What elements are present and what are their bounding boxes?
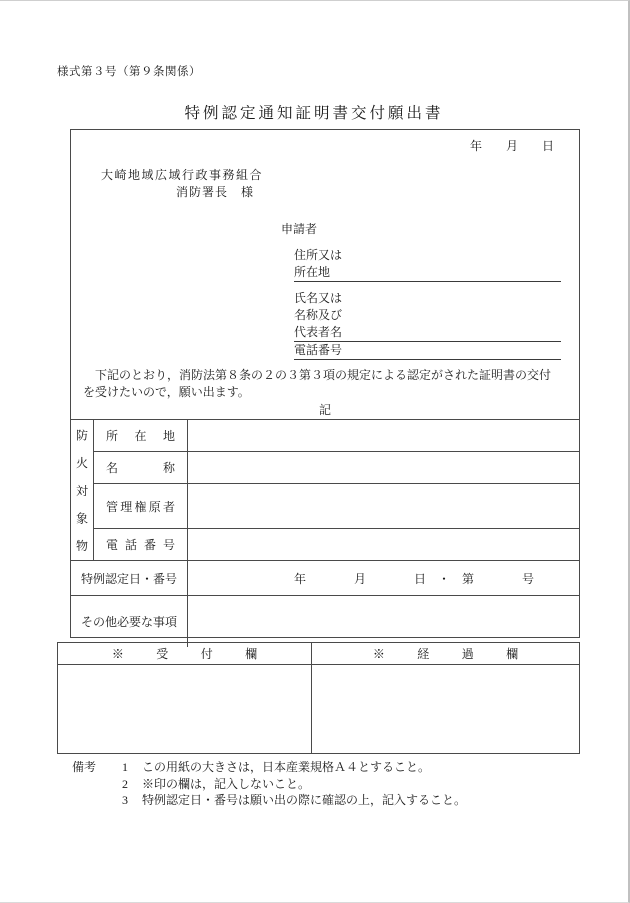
remark-number: 1	[122, 760, 128, 774]
row-label-management-authority: 管理権原者	[94, 484, 188, 529]
remarks-list	[122, 759, 466, 809]
form-number: 様式第３号（第９条関係）	[57, 66, 201, 78]
address-label-line1: 住所又は	[294, 248, 343, 262]
main-form-box	[70, 129, 580, 638]
body-paragraph-line2: を受けたいので，願い出ます。	[83, 385, 250, 399]
name-label-line2: 名称及び	[294, 308, 343, 322]
cert-date-number-label: 特例認定日・番号	[71, 561, 188, 596]
group-label-vertical: 防火対象物	[74, 428, 89, 567]
group-label-cell	[71, 420, 94, 567]
remark-text: 特例認定日・番号は願い出の際に確認の上，記入すること。	[142, 793, 467, 807]
applicant-label: 申請者	[281, 222, 318, 236]
addressee-organization: 大崎地域広域行政事務組合	[101, 168, 264, 182]
row-label-phone: 電話番号	[94, 529, 188, 561]
reception-column-header: ※ 受 付 欄	[58, 643, 312, 665]
row-value-phone	[188, 529, 579, 561]
page-title: 特例認定通知証明書交付願出書	[184, 105, 444, 122]
name-label-line1: 氏名又は	[294, 291, 343, 305]
remark-item	[122, 776, 466, 793]
row-value-management-authority	[188, 484, 579, 529]
remark-item	[122, 759, 466, 776]
reception-column-body	[58, 665, 312, 753]
remark-text: ※印の欄は，記入しないこと。	[142, 776, 311, 791]
form-upper-section	[71, 130, 579, 419]
remark-number: 3	[122, 793, 128, 807]
row-label-name: 名称	[94, 452, 188, 484]
progress-column-body	[312, 665, 579, 753]
remarks-label: 備考	[72, 760, 97, 774]
row-label-location: 所在地	[94, 420, 188, 452]
row-value-location	[188, 420, 579, 452]
phone-number-field: 電話番号	[294, 342, 561, 360]
date-line: 年 月 日	[469, 139, 554, 153]
ki-heading: 記	[318, 403, 331, 417]
stamp-section	[57, 642, 580, 754]
remarks-section	[72, 759, 466, 809]
remark-number: 2	[122, 776, 128, 791]
remark-item	[122, 792, 466, 809]
cert-date-number-value: 年 月 日 ・ 第 号	[188, 561, 579, 596]
other-items-value	[188, 596, 579, 647]
remark-text: この用紙の大きさは，日本産業規格Ａ４とすること。	[142, 760, 431, 774]
row-value-name	[188, 452, 579, 484]
representative-name-field: 代表者名	[294, 324, 561, 342]
addressee-post: 消防署長 様	[176, 185, 255, 199]
progress-column-header: ※ 経 過 欄	[312, 643, 579, 665]
body-paragraph	[83, 367, 565, 401]
other-items-label: その他必要な事項	[71, 596, 188, 647]
address-field: 所在地	[294, 264, 561, 282]
fire-object-table	[71, 419, 579, 647]
body-paragraph-line1: 下記のとおり，消防法第８条の２の３第３項の規定による認定がされた証明書の交付	[95, 368, 552, 382]
